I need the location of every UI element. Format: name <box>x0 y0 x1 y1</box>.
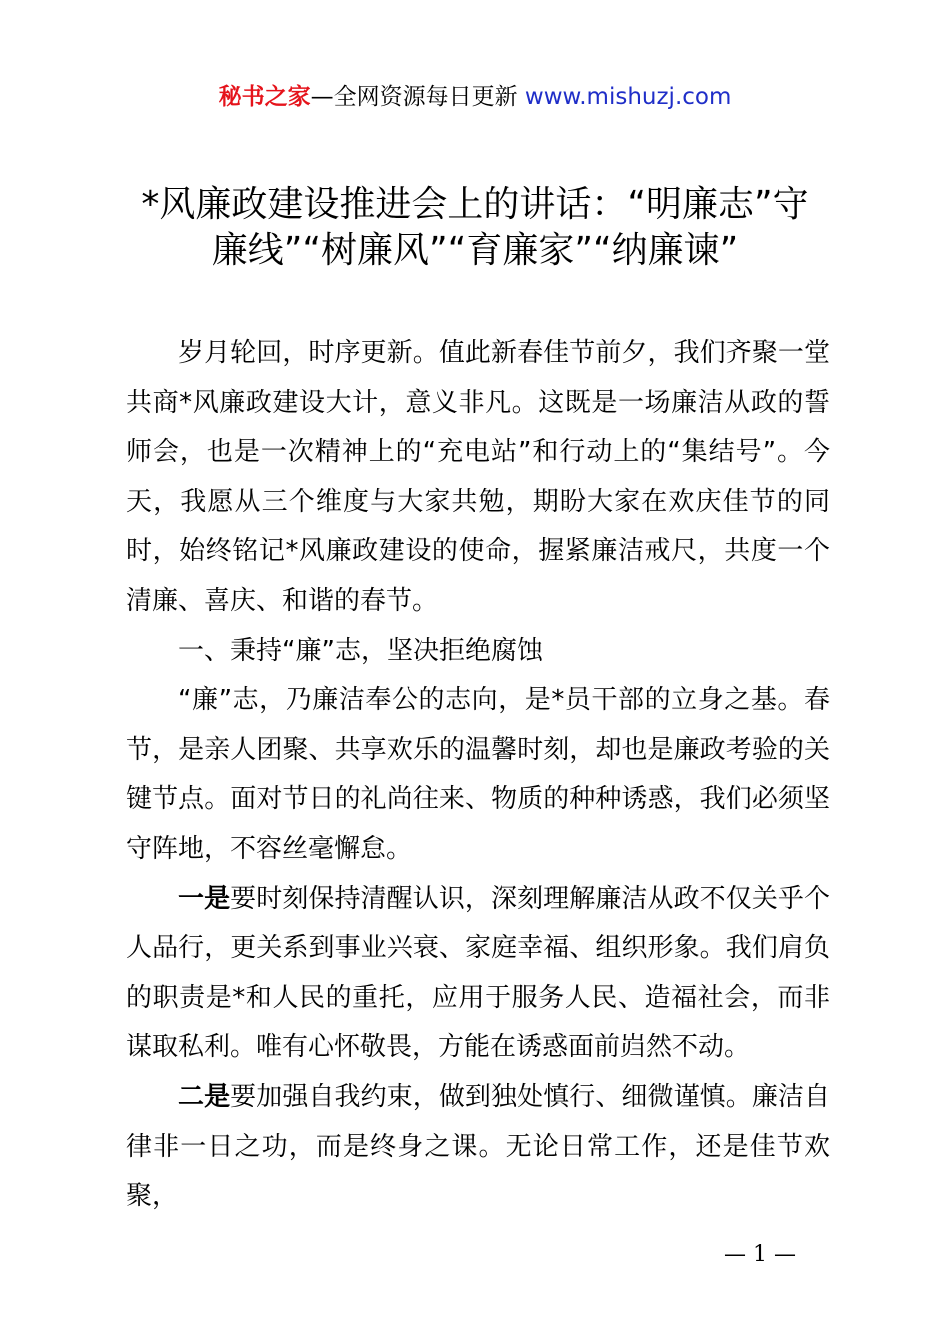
document-title-line-2: 廉线”“树廉风”“育廉家”“纳廉谏” <box>211 230 739 271</box>
site-header <box>0 80 950 114</box>
document-title <box>100 182 850 274</box>
intro-paragraph: 岁月轮回，时序更新。值此新春佳节前夕，我们齐聚一堂共商*风廉政建设大计，意义非凡。这既是一场廉洁从政的誓师会，也是一次精神上的“充电站”和行动上的“集结号”。今天，我愿从三个维度与大家共勉，期盼大家在欢庆佳节的同时，始终铭记*风廉政建设的使命，握紧廉洁戒尺，共度一个清廉、喜庆、和谐的春节。 <box>126 338 830 616</box>
point-one-lead: 一是 <box>178 883 231 914</box>
page-number: — 1 — <box>724 1242 796 1267</box>
point-two-text: 要加强自我约束，做到独处慎行、细微谨慎。廉洁自律非一日之功，而是终身之课。无论日常工作，还是佳节欢聚， <box>126 1081 830 1212</box>
section-heading: 一、秉持“廉”志，坚决拒绝腐蚀 <box>178 635 543 666</box>
section-intro-paragraph: “廉”志，乃廉洁奉公的志向，是*员干部的立身之基。春节，是亲人团聚、共享欢乐的温馨时刻，却也是廉政考验的关键节点。面对节日的礼尚往来、物质的种种诱惑，我们必须坚守阵地，不容丝毫懈怠。 <box>126 685 830 864</box>
point-one-text: 要时刻保持清醒认识，深刻理解廉洁从政不仅关乎个人品行，更关系到事业兴衰、家庭幸福、组织形象。我们肩负的职责是*和人民的重托，应用于服务人民、造福社会，而非谋取私利。唯有心怀敬畏，方能在诱惑面前岿然不动。 <box>126 883 830 1063</box>
document-title-line-1: *风廉政建设推进会上的讲话：“明廉志”守 <box>141 184 809 225</box>
site-brand: 秘书之家 <box>218 84 311 110</box>
point-two-paragraph <box>126 1073 830 1222</box>
site-tagline: —全网资源每日更新 <box>310 84 525 110</box>
site-url: www.mishuzj.com <box>524 84 732 110</box>
point-one-paragraph <box>126 875 830 1073</box>
point-two-lead: 二是 <box>178 1081 231 1112</box>
document-body <box>126 329 830 1222</box>
